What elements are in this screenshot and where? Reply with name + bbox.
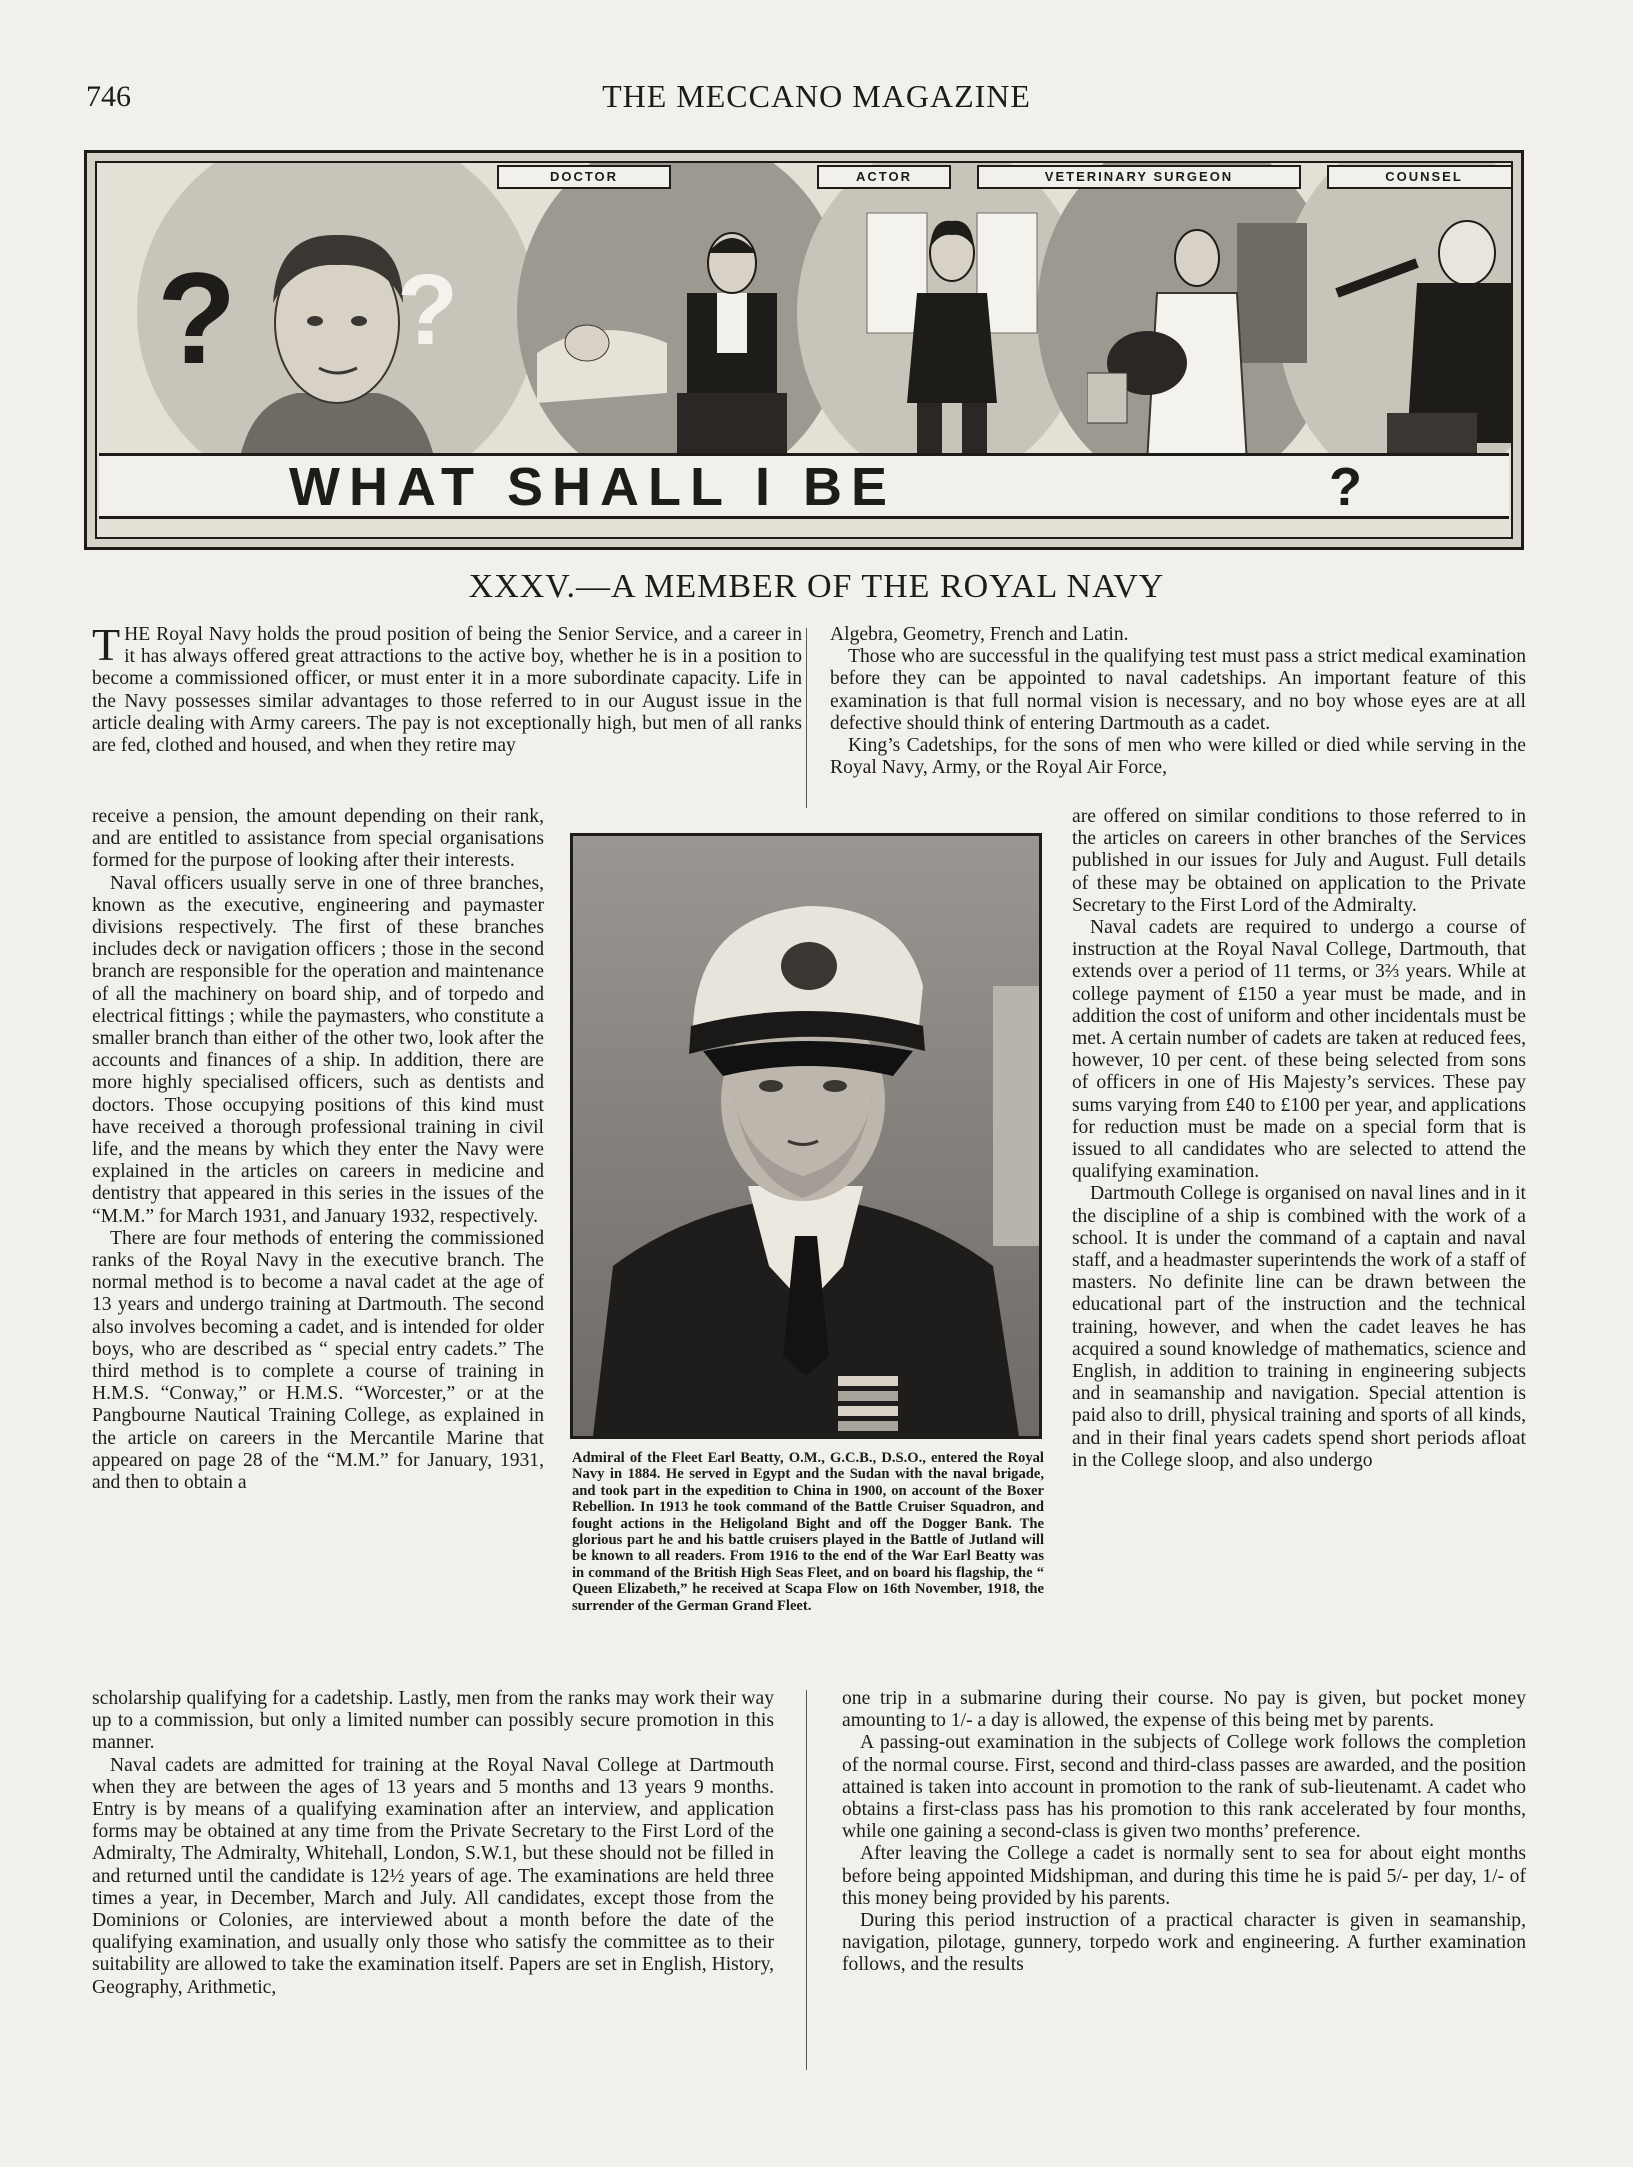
role-label-counsel: COUNSEL <box>1327 165 1513 189</box>
article-column-left-top <box>92 619 802 757</box>
running-head: THE MECCANO MAGAZINE <box>602 78 1031 114</box>
page-number: 746 <box>86 80 131 113</box>
article-paragraph: A passing-out examination in the subjects of College work follows the completion of the normal course. First, second and third-class passes are awarded, and the position attained is taken into account in promotion to the rank of sub-lieutenamt. A cadet who obtains a first-class pass has his promotion to this rank accelerated by four months, while one gaining a second-class is given two months’ preference. <box>842 1732 1526 1843</box>
article-paragraph: receive a pension, the amount depending on their rank, and are entitled to assistance from special organisations formed for the purpose of looking after their interests. <box>92 806 544 872</box>
article-paragraph: During this period instruction of a practical character is given in seamanship, navigation, pilotage, gunnery, torpedo work and engineering. A further examination follows, and the results <box>842 1910 1526 1976</box>
article-paragraph: After leaving the College a cadet is normally sent to sea for about eight months before being appointed Midshipman, and during this time he is paid 5/- per day, 1/- of this money being provided by his parents. <box>842 1843 1526 1909</box>
article-paragraph: Dartmouth College is organised on naval lines and in it the discipline of a ship is combined with the work of a school. It is under the command of a captain and naval staff, and a headmaster superintends the work of a staff of masters. No definite line can be drawn between the educational part of the instruction and the technical training, however, and when the cadet leaves he has acquired a sound knowledge of mathematics, science and English, in addition to training in engineering subjects and in seamanship and navigation. Special attention is paid also to drill, physical training and sports of all kinds, and in their final years cadets spend short periods afloat in the College sloop, and also undergo <box>1072 1183 1526 1471</box>
article-column-right-bottom <box>842 1688 1526 1977</box>
article-column-right <box>1072 806 1526 1472</box>
article-paragraph: are offered on similar conditions to those referred to in the articles on careers in other branches of the Services published in our issues for July and August. Full details of these may be obtained on application to the Private Secretary to the First Lord of the Admiralty. <box>1072 806 1526 916</box>
banner-title-question-mark: ? <box>1329 457 1362 517</box>
role-label-actor: ACTOR <box>817 165 951 189</box>
article-column-left-bottom <box>92 1688 774 1999</box>
paragraph-text: HE Royal Navy holds the proud position of being the Senior Service, and a career in it has always offered great attractions to the active boy, whether he is in a position to become a commissioned officer, or must enter it in a more subordinate capacity. Life in the Navy possesses similar advantages to those referred to in our August issue in the article dealing with Army careers. The pay is not exceptionally high, but men of all ranks are fed, clothed and housed, and when they retire may <box>92 624 802 757</box>
drop-cap: T <box>92 619 121 670</box>
article-column-right-top <box>830 624 1526 779</box>
question-mark-light: ? <box>397 254 459 366</box>
veterinary-surgeon-illustration <box>1087 203 1327 473</box>
article-paragraph: scholarship qualifying for a cadetship. Lastly, men from the ranks may work their way up to a commission, but only a limited number can possibly secure promotion in this manner. <box>92 1688 774 1754</box>
article-paragraph: Naval officers usually serve in one of three branches, known as the executive, engineering and paymaster divisions respectively. The first of these branches includes deck or navigation officers ; those in the second branch are responsible for the operation and maintenance of all the machinery on board ship, and of torpedo and electrical fittings ; while the paymasters, who constitute a smaller branch than either of the other two, look after the accounts and finances of a ship. In addition, there are more highly specialised officers, such as dentists and doctors. Those occupying positions of this kind must have received a thorough professional training in civil life, and the means by which they enter the Navy were explained in the articles on careers in medicine and dentistry that appeared in this series in the issues of the “M.M.” for March 1931, and January 1932, respectively. <box>92 872 544 1227</box>
actor-illustration <box>837 193 1067 473</box>
column-rule <box>806 628 807 808</box>
article-paragraph: Naval cadets are admitted for training at the Royal Naval College at Dartmouth when they are between the ages of 13 years and 5 months and 13 years 9 months. Entry is by means of a qualifying examination after an interview, and application forms may be obtained at any time from the Private Secretary to the First Lord of the Admiralty, The Admiralty, Whitehall, London, S.W.1, but these should not be filled in and returned until the candidate is 12½ years of age. The examinations are held three times a year, in December, March and July. All candidates, except those from the Dominions or Colonies, are interviewed about a month before the date of the qualifying examination, and usually only those who satisfy the committee as to their suitability are allowed to take the examination itself. Papers are set in English, History, Geography, Arithmetic, <box>92 1754 774 1998</box>
column-rule <box>806 1690 807 2070</box>
banner-title: WHAT SHALL I BE <box>289 457 896 517</box>
role-label-doctor: DOCTOR <box>497 165 671 189</box>
article-paragraph: one trip in a submarine during their course. No pay is given, but pocket money amounting to 1/- a day is allowed, the expense of this being met by parents. <box>842 1688 1526 1732</box>
role-label-veterinary-surgeon: VETERINARY SURGEON <box>977 165 1301 189</box>
article-paragraph <box>92 619 802 757</box>
banner-title-bar <box>99 453 1509 519</box>
article-paragraph: There are four methods of entering the commissioned ranks of the Royal Navy in the executive branch. The normal method is to become a naval cadet at the age of 13 years and undergo training at Dartmouth. The second also involves becoming a cadet, and is intended for older boys, who are described as “ special entry cadets.” The third method is to complete a course of training in H.M.S. “Conway,” or H.M.S. “Worcester,” or at the Pangbourne Nautical Training College, as explained in the article on careers in the Mercantile Marine that appeared on page 28 of the “M.M.” for January, 1931, and then to obtain a <box>92 1227 544 1494</box>
earl-beatty-photograph <box>570 833 1042 1439</box>
question-mark-dark: ? <box>157 245 237 391</box>
article-paragraph: Those who are successful in the qualifying test must pass a strict medical examination before they can be appointed to naval cadetships. An important feature of this examination is that full normal vision is necessary, and no boy whose eyes are at all defective should think of entering Dartmouth as a cadet. <box>830 646 1526 734</box>
counsel-illustration <box>1327 203 1513 473</box>
article-title: XXXV.—A MEMBER OF THE ROYAL NAVY <box>468 568 1165 605</box>
photo-caption: Admiral of the Fleet Earl Beatty, O.M., G.C.B., D.S.O., entered the Royal Navy in 1884. He served in Egypt and the Sudan with the naval brigade, and took part in the expedition to China in 1900, on account of the Boxer Rebellion. In 1913 he took command of the Battle Cruiser Squadron, and fought actions in the Heligoland Bight and off the Dogger Bank. The glorious part he and his battle cruisers played in the Battle of Jutland will be known to all readers. From 1916 to the end of the War Earl Beatty was in command of the British High Seas Fleet, and on board his flagship, the “ Queen Elizabeth,” he received at Scapa Flow on 16th November, 1918, the surrender of the German Grand Fleet. <box>572 1450 1044 1614</box>
doctor-illustration <box>517 203 837 463</box>
article-paragraph: King’s Cadetships, for the sons of men who were killed or died while serving in the Royal Navy, Army, or the Royal Air Force, <box>830 735 1526 779</box>
banner-panel <box>95 161 1513 539</box>
article-paragraph: Naval cadets are required to undergo a course of instruction at the Royal Naval College, Dartmouth, that extends over a period of 11 terms, or 3⅔ years. While at college payment of £150 a year must be made, and in addition the cost of uniform and other incidentals must be met. A certain number of cadets are taken at reduced fees, however, 10 per cent. of these being selected from sons of officers in one of His Majesty’s services. These pay sums varying from £40 to £100 per year, and applications for reduction must be made on a special form that is issued to all candidates who are selected to attend the qualifying examination. <box>1072 917 1526 1183</box>
article-column-left <box>92 806 544 1494</box>
portrait-image <box>573 836 1039 1436</box>
article-paragraph: Algebra, Geometry, French and Latin. <box>830 624 1129 645</box>
banner-illustration <box>84 150 1524 550</box>
